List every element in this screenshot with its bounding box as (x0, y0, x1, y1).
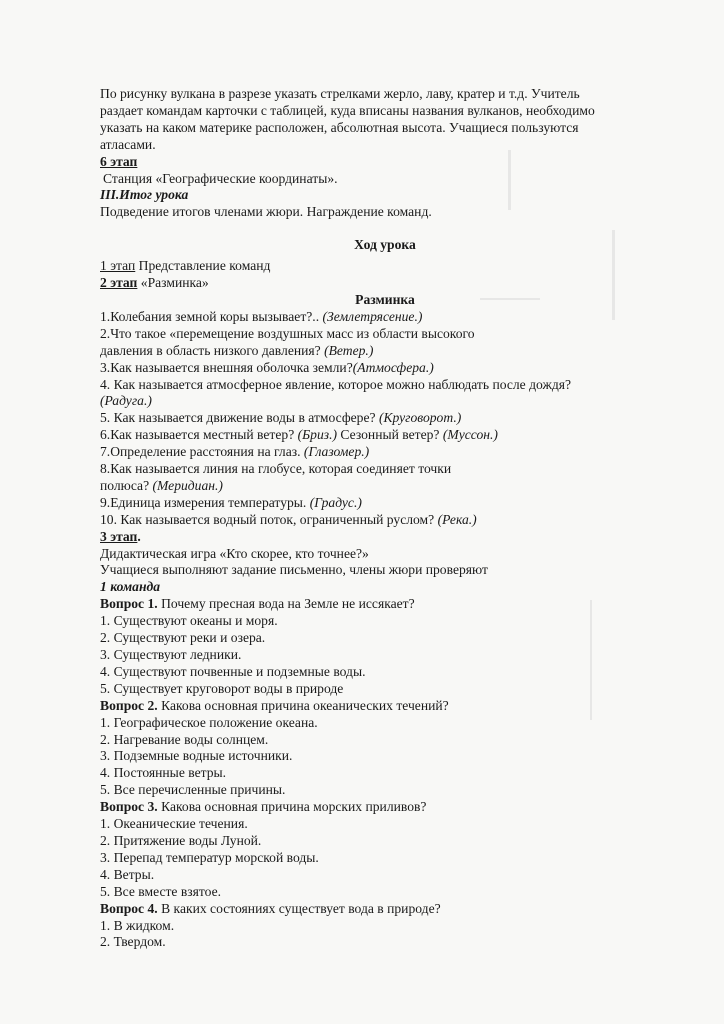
quiz-question (100, 596, 640, 613)
question-text: 1.Колебания земной коры вызывает?.. (100, 308, 323, 324)
stage3-game: Дидактическая игра «Кто скорее, кто точнее?» (100, 545, 369, 561)
team-label: 1 команда (100, 579, 161, 595)
stage2-title: 2 этап (100, 275, 138, 291)
stage1-line (100, 258, 640, 275)
question-text: Какова основная причина морских приливов? (157, 799, 427, 815)
question-label: Вопрос 2. (100, 697, 158, 713)
stage2-text: «Разминка» (137, 275, 209, 291)
quiz-option: 2. Нагревание воды солнцем. (100, 731, 269, 747)
quiz-option: 1. Океанические течения. (100, 816, 248, 832)
quiz-question (100, 901, 640, 918)
quiz-option: 2. Твердом. (100, 934, 166, 950)
stage6-text: Станция «Географические координаты». (103, 170, 338, 186)
quiz-option: 1. Географическое положение океана. (100, 714, 318, 730)
quiz-option: 2. Существуют реки и озера. (100, 630, 266, 646)
question-text: 2.Что такое «перемещение воздушных масс из области высокого (100, 325, 475, 341)
question-label: Вопрос 3. (100, 799, 158, 815)
question-label: Вопрос 4. (100, 900, 158, 916)
stage6-heading (100, 154, 640, 171)
question-text: 3.Как называется внешняя оболочка земли? (100, 359, 353, 375)
warmup-question (100, 512, 640, 529)
warmup-question (100, 427, 640, 444)
quiz-question (100, 799, 640, 816)
question-text: 4. Как называется атмосферное явление, которое можно наблюдать после дождя? (100, 376, 572, 392)
question-text: давления в область низкого давления? (100, 342, 325, 358)
answer-text: (Атмосфера.) (352, 359, 434, 375)
stage1-title: 1 этап (100, 258, 136, 274)
quiz-option: 3. Подземные водные источники. (100, 748, 293, 764)
question-text: 6.Как называется местный ветер? (100, 427, 298, 443)
answer-text: (Меридиан.) (152, 477, 223, 493)
quiz-option: 5. Все перечисленные причины. (100, 782, 286, 798)
quiz-option: 2. Притяжение воды Луной. (100, 832, 262, 848)
answer-text: (Землетрясение.) (322, 308, 423, 324)
question-text: Сезонный ветер? (337, 427, 443, 443)
answer-text: (Река.) (437, 511, 477, 527)
question-text: 10. Как называется водный поток, ограниченный руслом? (100, 511, 438, 527)
question-text: 5. Как называется движение воды в атмосфере? (100, 410, 379, 426)
intro-line: указать на каком материке расположен, абсолютная высота. Учащиеся пользуются (100, 119, 579, 135)
stage1-text: Представление команд (135, 258, 271, 274)
quiz-option: 3. Существуют ледники. (100, 647, 242, 662)
quiz-option: 3. Перепад температур морской воды. (100, 849, 319, 865)
quiz-option: 1. В жидком. (100, 917, 175, 933)
warmup-question (100, 326, 640, 343)
quiz-option: 4. Постоянные ветры. (100, 765, 227, 781)
intro-paragraph (100, 86, 640, 154)
question-text: В каких состояниях существует вода в природе? (157, 900, 441, 916)
stage6-title: 6 этап (100, 153, 138, 169)
answer-text: (Муссон.) (442, 427, 498, 443)
quiz-option: 5. Все вместе взятое. (100, 883, 222, 899)
question-label: Вопрос 1. (100, 596, 158, 612)
intro-line: атласами. (100, 136, 156, 152)
question-text: Почему пресная вода на Земле не иссякает? (157, 596, 415, 612)
intro-line: По рисунку вулкана в разрезе указать стрелками жерло, лаву, кратер и т.д. Учитель (100, 86, 580, 101)
stage3-dot: . (137, 528, 141, 544)
stage3-title: 3 этап (100, 528, 138, 544)
warmup-question (100, 478, 640, 495)
quiz-option: 4. Существуют почвенные и подземные воды. (100, 663, 366, 679)
intro-line: раздает командам карточки с таблицей, куда вписаны названия вулканов, необходимо (100, 102, 595, 118)
question-text: 8.Как называется линия на глобусе, которая соединяет точки (100, 461, 452, 477)
answer-text: (Градус.) (309, 494, 362, 510)
warmup-question (100, 343, 640, 360)
quiz-option: 5. Существует круговорот воды в природе (100, 680, 344, 696)
lesson-title: Ход урока (354, 237, 416, 253)
answer-text: (Бриз.) (297, 427, 338, 443)
document-body (100, 86, 640, 951)
warmup-question (100, 495, 640, 512)
question-text: полюса? (100, 477, 153, 493)
question-text: 9.Единица измерения температуры. (100, 494, 310, 510)
result-text: Подведение итогов членами жюри. Награждение команд. (100, 204, 432, 220)
warmup-question (100, 360, 640, 377)
warmup-question (100, 410, 640, 427)
answer-text: (Глазомер.) (303, 444, 370, 460)
answer-text: (Ветер.) (324, 342, 374, 358)
quiz-question (100, 698, 640, 715)
warmup-question (100, 377, 640, 394)
stage2-line (100, 275, 640, 292)
stage3-instruction: Учащиеся выполняют задание письменно, члены жюри проверяют (100, 562, 488, 578)
warmup-question (100, 444, 640, 461)
quiz-option: 1. Существуют океаны и моря. (100, 613, 278, 629)
stage3-heading (100, 529, 640, 546)
warmup-question (100, 393, 640, 410)
answer-text: (Радуга.) (100, 393, 152, 409)
warmup-question (100, 461, 640, 478)
answer-text: (Круговорот.) (378, 410, 462, 426)
result-heading: III.Итог урока (100, 187, 189, 203)
question-text: 7.Определение расстояния на глаз. (100, 444, 304, 460)
warmup-question (100, 309, 640, 326)
warmup-title: Разминка (355, 291, 415, 307)
question-text: Какова основная причина океанических течений? (157, 697, 449, 713)
quiz-option: 4. Ветры. (100, 866, 155, 882)
